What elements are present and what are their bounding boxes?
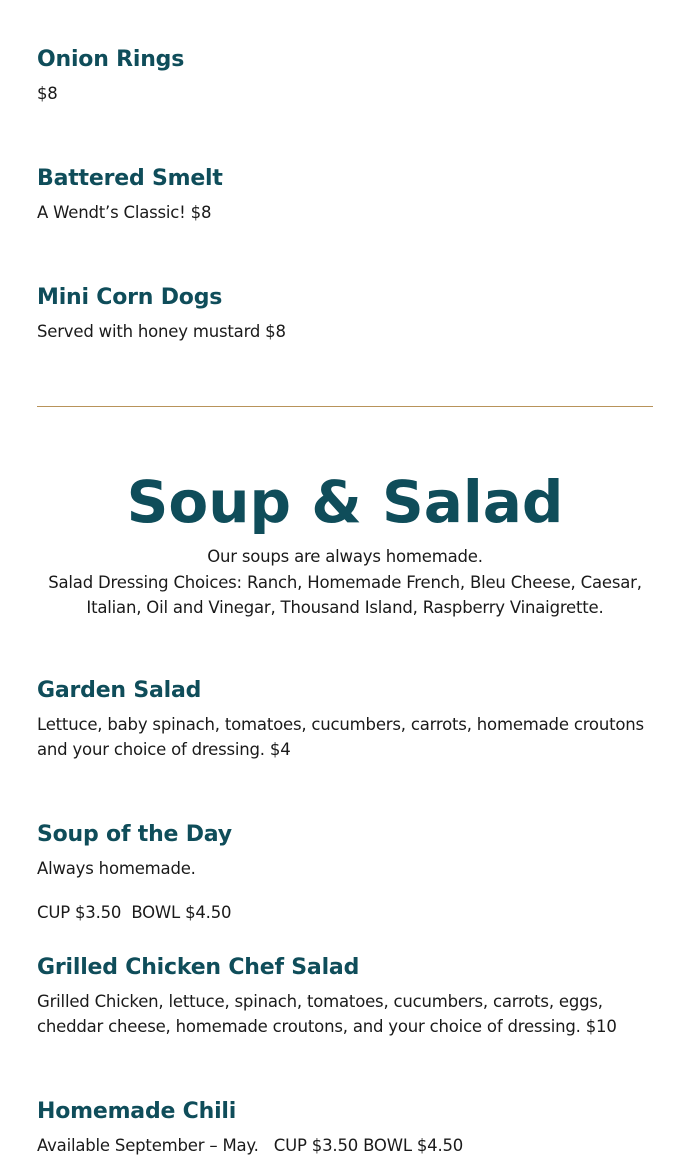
menu-item-description: Served with honey mustard $8	[37, 322, 286, 341]
menu-item-description: Always homemade.	[37, 859, 196, 878]
menu-item-title: Soup of the Day	[37, 822, 232, 847]
menu-item-title: Garden Salad	[37, 678, 202, 703]
menu-item-grilled-chicken-chef-salad	[37, 954, 653, 1039]
menu-item-description: $8	[37, 84, 58, 103]
section-divider	[37, 406, 653, 407]
menu-item-title: Battered Smelt	[37, 166, 223, 191]
menu-item-title: Mini Corn Dogs	[37, 285, 223, 310]
menu-item-description: Lettuce, baby spinach, tomatoes, cucumbers, carrots, homemade croutons and your choice of dressing. $4	[37, 715, 644, 759]
menu-item-description: Grilled Chicken, lettuce, spinach, tomatoes, cucumbers, carrots, eggs, cheddar cheese, homemade croutons, and your choice of dressing. $10	[37, 992, 617, 1036]
menu-item-mini-corn-dogs	[37, 284, 653, 344]
menu-item-title: Homemade Chili	[37, 1099, 237, 1124]
dressing-choices-text: Salad Dressing Choices: Ranch, Homemade French, Bleu Cheese, Caesar, Italian, Oil and Vinegar, Thousand Island, Raspberry Vinaigrette.	[48, 572, 642, 617]
menu-item-title: Onion Rings	[37, 47, 185, 72]
section-intro-line: Our soups are always homemade.	[207, 547, 483, 566]
menu-item-homemade-chili	[37, 1098, 653, 1158]
menu-item-onion-rings	[37, 46, 653, 106]
section-title: Soup & Salad	[126, 468, 564, 536]
menu-item-price: CUP $3.50 BOWL $4.50	[37, 903, 232, 922]
menu-item-title: Grilled Chicken Chef Salad	[37, 955, 360, 980]
menu-item-soup-of-the-day	[37, 821, 653, 925]
menu-item-garden-salad	[37, 677, 653, 762]
section-intro	[37, 544, 653, 621]
menu-item-description: Available September – May. CUP $3.50 BOWL $4.50	[37, 1136, 464, 1155]
menu-item-battered-smelt	[37, 165, 653, 225]
menu-item-description: A Wendt’s Classic! $8	[37, 203, 212, 222]
